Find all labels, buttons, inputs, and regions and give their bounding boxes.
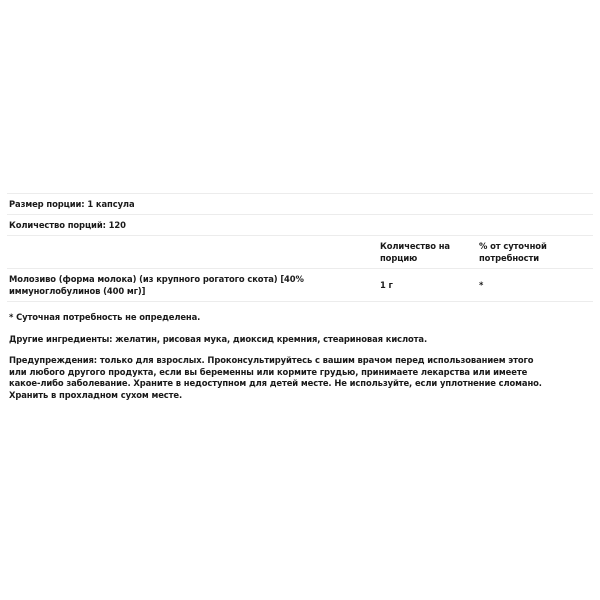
- servings-per-container-text: Количество порций: 120: [9, 220, 126, 230]
- notes-section: [7, 312, 593, 409]
- serving-size-text: Размер порции: 1 капсула: [9, 199, 135, 209]
- ingredient-amount: 1 г: [380, 280, 393, 290]
- header-daily-value: % от суточной потребности: [479, 241, 547, 263]
- ingredient-daily-value: *: [479, 280, 484, 290]
- table-header-row: [7, 235, 593, 268]
- warnings: Предупреждения: только для взрослых. Проконсультируйтесь с вашим врачом перед использованием этого или любого другого продукта, если вы беременны или кормите грудью, принимаете лекарства или имеете какое-либо заболевание. Храните в недоступном для детей месте. Не используйте, если уплотнение сломано. Хранить в прохладном сухом месте.: [9, 355, 542, 400]
- table-bottom-divider: [7, 301, 593, 302]
- serving-size-row: [7, 193, 593, 214]
- supplement-facts-table: [7, 193, 593, 302]
- ingredient-name: Молозиво (форма молока) (из крупного рогатого скота) [40% иммуноглобулинов (400 мг)]: [9, 274, 304, 296]
- header-amount-per-serving: Количество на порцию: [380, 241, 450, 263]
- daily-value-footnote: * Суточная потребность не определена.: [9, 312, 201, 322]
- other-ingredients: Другие ингредиенты: желатин, рисовая мука, диоксид кремния, стеариновая кислота.: [9, 333, 428, 344]
- servings-per-container-row: [7, 214, 593, 235]
- table-row: [7, 268, 593, 301]
